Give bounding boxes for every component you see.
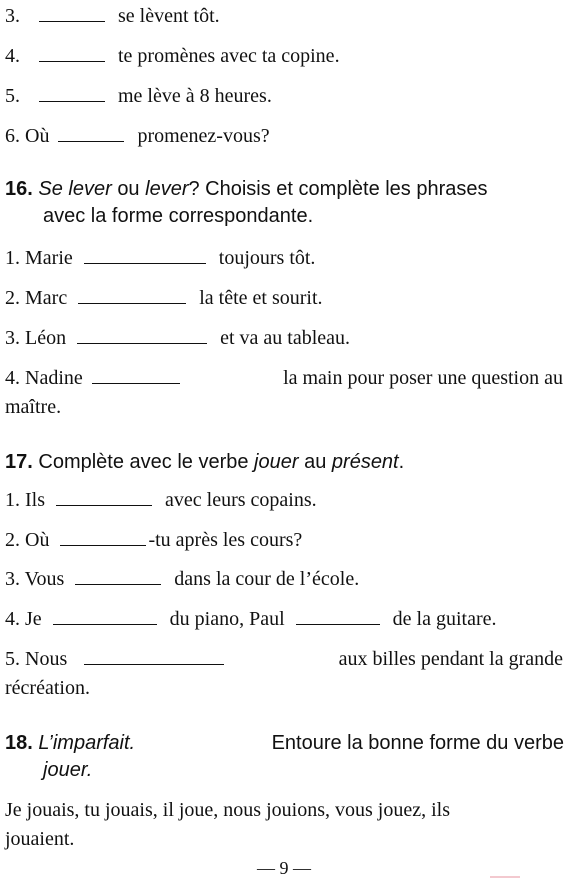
item-prefix: Nadine	[25, 367, 83, 389]
item-text: de la guitare.	[392, 608, 497, 630]
item-prefix: Marie	[25, 247, 73, 269]
answer-blank[interactable]	[77, 329, 207, 344]
answer-blank[interactable]	[92, 369, 180, 384]
item-prefix: Où	[25, 125, 50, 147]
item-text: promenez-vous?	[137, 125, 270, 147]
answer-blank[interactable]	[296, 610, 380, 625]
item-text: du piano, Paul	[169, 608, 285, 630]
item-text: aux billes pendant la grande	[338, 648, 563, 670]
item-text: avec leurs copains.	[165, 489, 317, 511]
item-text: la main pour poser une question au	[283, 367, 563, 389]
item-prefix: Ils	[25, 489, 45, 511]
ex17-item-1	[5, 488, 563, 512]
item-prefix: Marc	[25, 287, 68, 309]
instruction-line2: avec la forme correspondante.	[43, 205, 314, 227]
item-number: 3.	[5, 568, 20, 590]
ex16-item-2	[5, 286, 563, 310]
instruction: ? Choisis et complète les phrases	[188, 178, 488, 200]
item-prefix: Où	[25, 529, 50, 551]
answer-blank[interactable]	[53, 610, 157, 625]
answer-blank[interactable]	[78, 289, 186, 304]
ex17-item-2	[5, 528, 563, 552]
item-prefix: Léon	[25, 327, 67, 349]
top-item-6	[5, 124, 563, 148]
exercise-16-heading	[5, 176, 564, 230]
answer-blank[interactable]	[39, 7, 105, 22]
top-item-3	[5, 4, 563, 28]
item-prefix: Vous	[24, 568, 65, 590]
answer-blank[interactable]	[60, 531, 146, 546]
item-text: -tu après les cours?	[148, 529, 303, 551]
exercise-number: 17.	[5, 451, 33, 473]
item-text: te promènes avec ta copine.	[118, 45, 340, 67]
exercise-17-heading: 17. Complète avec le verbe jouer au présent.	[5, 451, 405, 473]
ex16-item-3	[5, 326, 563, 350]
term-se-lever: Se lever	[38, 178, 112, 200]
verb: jouer.	[43, 759, 93, 781]
item-number: 3.	[5, 5, 20, 27]
ex17-item-4	[5, 607, 563, 631]
ex17-item-3	[5, 567, 563, 591]
item-prefix: Nous	[25, 648, 68, 670]
item-text: dans la cour de l’école.	[174, 568, 360, 590]
answer-blank[interactable]	[84, 249, 206, 264]
item-number: 3.	[5, 327, 20, 349]
item-number: 2.	[5, 287, 20, 309]
item-number: 4.	[5, 367, 20, 389]
tense: présent	[331, 451, 399, 473]
item-number: 1.	[5, 247, 20, 269]
decorative-mark	[490, 876, 520, 878]
answer-blank[interactable]	[75, 570, 161, 585]
item-number: 2.	[5, 529, 20, 551]
item-text: la tête et sourit.	[199, 287, 323, 309]
exercise-number: 18.	[5, 732, 33, 754]
item-text: et va au tableau.	[220, 327, 351, 349]
exercise-18-heading	[5, 730, 564, 784]
ex16-item-4	[5, 366, 563, 390]
term-lever: lever	[145, 178, 189, 200]
answer-blank[interactable]	[84, 650, 224, 665]
ex18-body-line2[interactable]: jouaient.	[5, 828, 75, 850]
item-text: se lèvent tôt.	[118, 5, 220, 27]
item-text: toujours tôt.	[218, 247, 316, 269]
top-item-5	[5, 84, 563, 108]
item-number: 5.	[5, 85, 20, 107]
ex16-item-4-cont: maître.	[5, 396, 62, 418]
ex16-item-1	[5, 246, 563, 270]
ex18-body-line1[interactable]: Je jouais, tu jouais, il joue, nous jouions, vous jouez, ils	[5, 799, 450, 821]
ex17-item-5	[5, 647, 563, 671]
connector: ou	[117, 178, 140, 200]
answer-blank[interactable]	[58, 127, 124, 142]
ex17-item-5-cont: récréation.	[5, 677, 90, 699]
item-text: me lève à 8 heures.	[118, 85, 272, 107]
item-number: 4.	[5, 608, 20, 630]
item-prefix: Je	[25, 608, 42, 630]
item-number: 4.	[5, 45, 20, 67]
answer-blank[interactable]	[56, 491, 152, 506]
item-number: 5.	[5, 648, 20, 670]
page-number: — 9 —	[257, 858, 311, 878]
item-number: 6.	[5, 125, 20, 147]
verb: jouer	[254, 451, 299, 473]
connector: au	[304, 451, 327, 473]
exercise-number: 16.	[5, 178, 33, 200]
top-item-4	[5, 44, 563, 68]
item-number: 1.	[5, 489, 20, 511]
instruction: Complète avec le verbe	[38, 451, 249, 473]
answer-blank[interactable]	[39, 47, 105, 62]
answer-blank[interactable]	[39, 87, 105, 102]
section-title: L’imparfait.	[38, 732, 136, 754]
instruction: Entoure la bonne forme du verbe	[271, 732, 564, 754]
